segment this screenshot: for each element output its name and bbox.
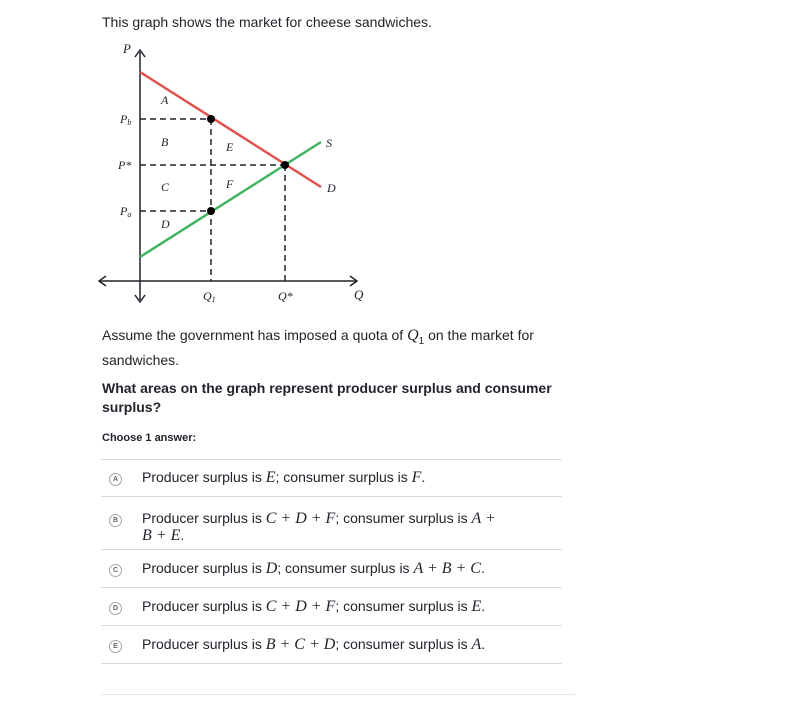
choice-c[interactable] bbox=[101, 550, 562, 588]
footer-divider bbox=[101, 694, 575, 695]
choice-b-badge: B bbox=[109, 514, 122, 527]
intro-text: This graph shows the market for cheese sandwiches. bbox=[102, 14, 432, 30]
q1-label: Q1 bbox=[203, 289, 216, 304]
equilibrium-point bbox=[281, 161, 289, 169]
supply-label: S bbox=[326, 136, 332, 150]
area-f-label: F bbox=[226, 177, 234, 191]
pa-label: Pa bbox=[120, 204, 132, 219]
choice-b-text: Producer surplus is C + D + F; consumer surplus is A + B + E. bbox=[142, 510, 496, 544]
choice-e-badge: E bbox=[109, 640, 122, 653]
question-text: What areas on the graph represent producer surplus and consumer surplus? bbox=[102, 380, 552, 415]
choice-d-badge: D bbox=[109, 602, 122, 615]
demand-curve bbox=[140, 72, 321, 187]
quota-demand-point bbox=[207, 115, 215, 123]
choice-c-text: Producer surplus is D; consumer surplus is A + B + C. bbox=[142, 560, 485, 577]
area-a-label: A bbox=[161, 93, 169, 107]
axis-p-label: P bbox=[123, 41, 131, 56]
choice-a-badge: A bbox=[109, 473, 122, 486]
axis-q-label: Q bbox=[354, 287, 364, 302]
pstar-label: P* bbox=[118, 158, 132, 172]
area-b-label: B bbox=[161, 135, 169, 149]
choice-d-text: Producer surplus is C + D + F; consumer surplus is E. bbox=[142, 598, 486, 615]
choice-c-badge: C bbox=[109, 564, 122, 577]
market-graph bbox=[90, 36, 380, 311]
quota-paragraph: Assume the government has imposed a quota of $Q_1$ on the market for sandwiches. bbox=[102, 327, 534, 368]
demand-label: D bbox=[327, 181, 336, 195]
quota-q: Q bbox=[407, 327, 419, 344]
answer-choices bbox=[101, 459, 562, 664]
choice-e-text: Producer surplus is B + C + D; consumer surplus is A. bbox=[142, 636, 486, 653]
area-e-label: E bbox=[226, 140, 234, 154]
qstar-label: Q* bbox=[278, 289, 293, 303]
quota-supply-point bbox=[207, 207, 215, 215]
supply-curve bbox=[140, 142, 321, 257]
choice-d[interactable] bbox=[101, 588, 562, 626]
choice-a[interactable] bbox=[101, 460, 562, 497]
area-c-label: C bbox=[161, 180, 170, 194]
area-d-label: D bbox=[161, 217, 170, 231]
choice-b[interactable] bbox=[101, 497, 562, 550]
pb-label: Pb bbox=[120, 112, 132, 127]
choose-label: Choose 1 answer: bbox=[102, 432, 197, 444]
choice-a-text: Producer surplus is E; consumer surplus is F. bbox=[142, 469, 426, 486]
choice-e[interactable] bbox=[101, 626, 562, 664]
